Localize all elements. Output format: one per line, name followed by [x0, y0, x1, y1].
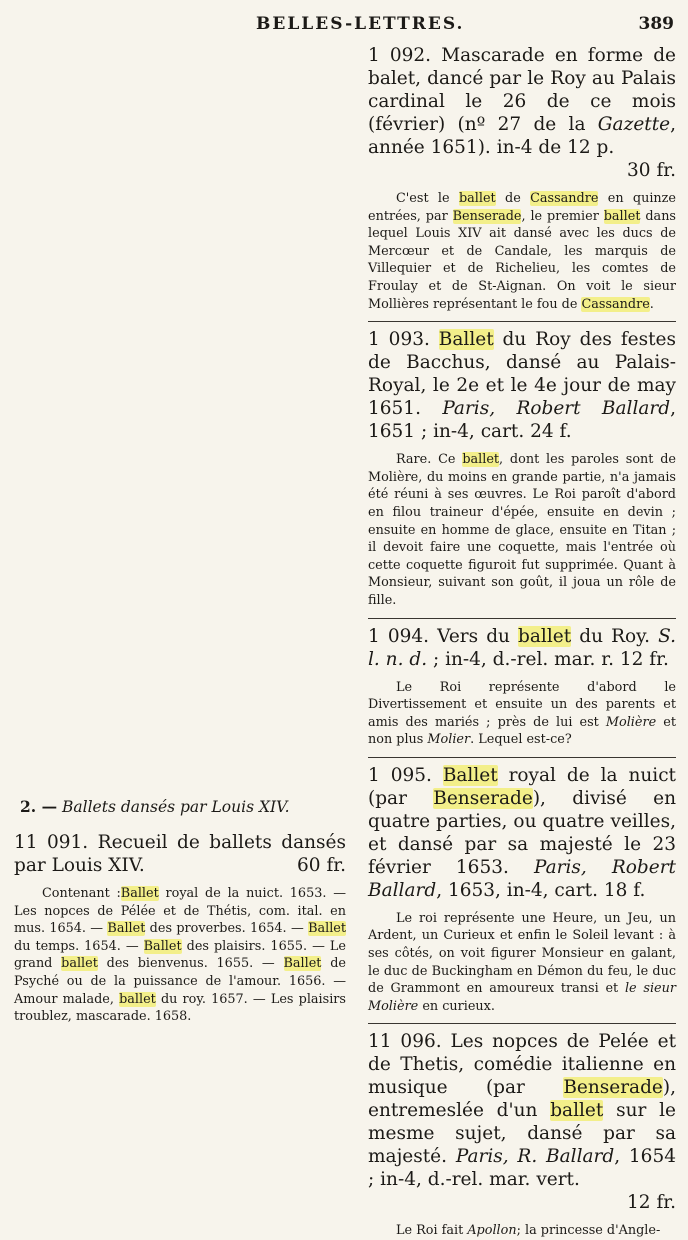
entry-number: 11 091. [14, 832, 89, 853]
highlight: Ballet [120, 886, 159, 901]
running-title: BELLES-LETTRES. [256, 14, 465, 34]
highlight: Ballet [143, 938, 182, 954]
section-title: Ballets dansés par Louis XIV. [62, 798, 290, 816]
entry-1095 [368, 764, 676, 1016]
highlight: ballet [458, 191, 496, 206]
highlight: Benserade [452, 208, 522, 224]
section-marker: 2. — [20, 797, 58, 816]
right-column [368, 44, 676, 1240]
highlight: ballet [462, 452, 500, 468]
entry-number: 1 092. [368, 45, 432, 66]
entry-number: 1 094. [368, 625, 430, 647]
entry-1094 [368, 625, 676, 749]
entry-1091-note: Contenant :Ballet royal de la nuict. 1653. — Les nopces de Pélée et de Thétis, com. ital. en mus. 1654. — Ballet des proverbes. 1654. — Ballet du temps. 1654. — Ballet des plaisirs. 1655. — Le grand ballet des bienvenus. 1655. — Ballet de Psyché ou de la puissance de l'amour. 1656. — Amour malade, ballet du roy. 1657. — Les plaisirs troublez, mascarade. 1658. [14, 886, 347, 1025]
price: 24 f. [530, 421, 572, 443]
price: 18 f. [603, 879, 646, 901]
price: 12 fr. [627, 1192, 676, 1214]
entry-number: 1 095. [368, 764, 432, 786]
price: 60 fr. [297, 855, 346, 876]
highlight: Ballet [442, 764, 498, 786]
entry-1096-title: 11 096. Les nopces de Pelée et de Thetis, comédie italienne en musique (par Benserade), entremeslée d'un ballet sur le mesme sujet, dansé par sa majesté. Paris, R. Ballard, 1654 ; in-4, d.-rel. mar. vert. 12 fr. [368, 1031, 677, 1214]
entry-1094-note: Le Roi représente d'abord le Divertissement et ensuite un des parents et amis des mariés ; près de lui est Molière et non plus Molier. Lequel est-ce? [368, 679, 676, 748]
highlight: ballet [518, 625, 572, 647]
highlight: ballet [603, 208, 641, 224]
entry-1096 [368, 1030, 676, 1240]
entry-1093 [368, 328, 676, 609]
divider [368, 618, 676, 619]
entry-1092 [368, 44, 676, 313]
price: 30 fr. [627, 160, 676, 181]
highlight: Benserade [563, 1077, 663, 1099]
entry-1096-note: Le Roi fait Apollon; la princesse d'Angle- [396, 1223, 661, 1239]
entry-1091 [14, 831, 346, 1026]
divider [368, 1023, 676, 1024]
highlight: ballet [61, 956, 98, 972]
highlight: Benserade [433, 787, 533, 809]
price: 12 fr. [619, 648, 669, 670]
divider [368, 757, 676, 758]
highlight: Cassandre [530, 191, 599, 206]
entry-1093-note: Rare. Ce ballet, dont les paroles sont de Molière, du moins en grande partie, n'a jamais été réuni à ses œuvres. Le Roi paroît d'abord en filou traineur d'épée, ensuite en devin ; ensuite en homme de glace, ensuite en Titan ; il devoit faire une coquette, mais l'entrée où cette coquette figuroit fut supprimée. Quant à Monsieur, suivant son goût, il joua un rôle de fille. [368, 452, 676, 608]
entry-1095-note: Le roi représente une Heure, un Jeu, un Ardent, un Curieux et enfin le Soleil levant : à ses côtés, on voit figurer Monsieur en galant, le duc de Buckingham en Démon du feu, le duc de Grammont en amoureux transi et le sieur Molière en curieux. [368, 910, 676, 1014]
highlight: Cassandre [581, 296, 650, 312]
entry-1092-title: 1 092. Mascarade en forme de balet, dancé par le Roy au Palais cardinal le 26 de ce mois (février) (nº 27 de la Gazette, année 1651). in-4 de 12 p. 30 fr. [368, 45, 676, 181]
highlight: Ballet [283, 956, 322, 972]
highlight: Ballet [308, 921, 347, 937]
highlight: Ballet [107, 921, 146, 937]
divider [368, 321, 676, 322]
page-number: 389 [638, 14, 674, 34]
left-column [14, 797, 346, 1026]
entry-number: 1 093. [368, 329, 430, 351]
entry-1092-note: C'est le ballet de Cassandre en quinze entrées, par Benserade, le premier ballet dans lequel Louis XIV ait dansé avec les ducs de Mercœur et de Candale, les marquis de Villequier et de Richelieu, les comtes de Froulay et de St-Aignan. On voit le sieur Mollières représentant le fou de Cassandre. [368, 191, 676, 312]
highlight: Ballet [438, 329, 494, 351]
entry-1095-title: 1 095. Ballet royal de la nuict (par Benserade), divisé en quatre parties, ou quatre veilles, et dansé par sa majesté le 23 février 1653. Paris, Robert Ballard, 1653, in-4, cart. 18 f. [368, 764, 676, 901]
running-header [0, 10, 688, 40]
highlight: ballet [119, 991, 156, 1007]
entry-1093-title: 1 093. Ballet du Roy des festes de Bacchus, dansé au Palais-Royal, le 2e et le 4e jour de may 1651. Paris, Robert Ballard, 1651 ; in-4, cart. 24 f. [368, 329, 677, 443]
highlight: ballet [550, 1100, 604, 1122]
section-heading [20, 797, 346, 817]
entry-number: 11 096. [368, 1031, 442, 1053]
entry-1091-title: 11 091. Recueil de ballets dansés par Louis XIV. 60 fr. [14, 832, 346, 876]
entry-1094-title: 1 094. Vers du ballet du Roy. S. l. n. d. ; in-4, d.-rel. mar. r. 12 fr. [368, 625, 677, 670]
